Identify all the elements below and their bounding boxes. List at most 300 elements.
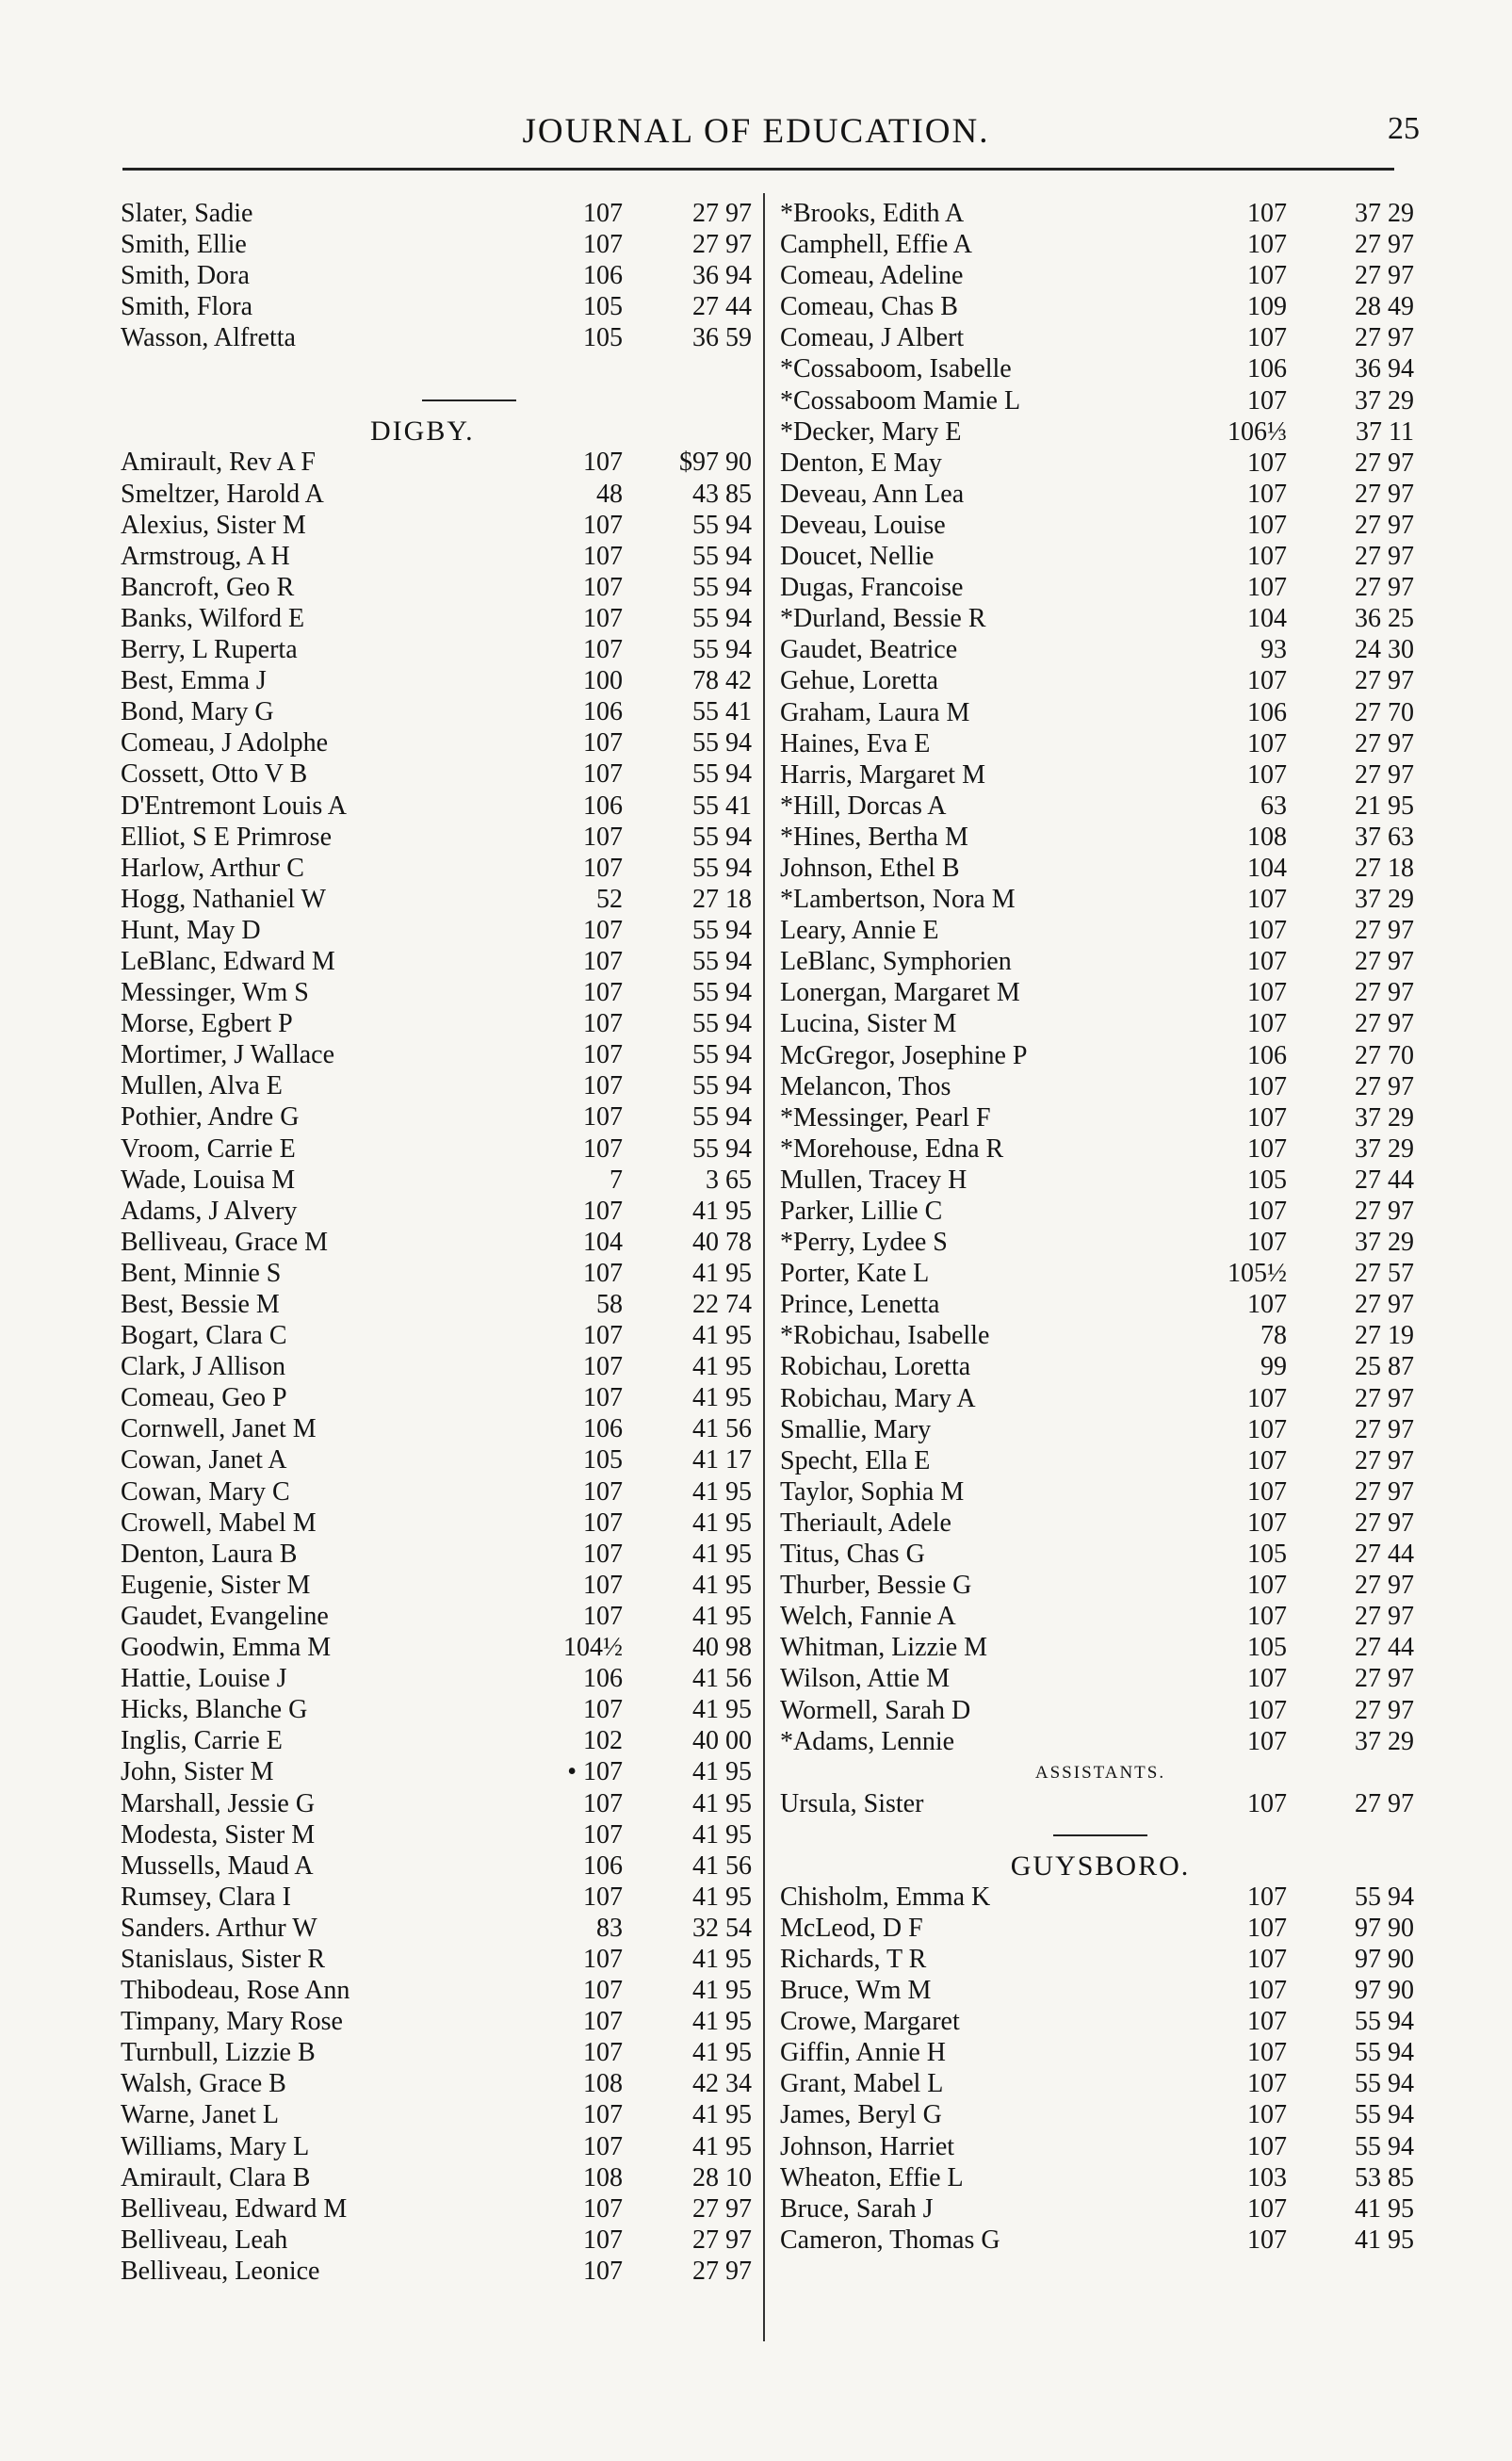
list-item (780, 1570, 1421, 1601)
list-item (780, 1726, 1421, 1757)
grade-value: 107 (583, 822, 623, 852)
teacher-name: Comeau, J Albert (780, 323, 965, 353)
amount-value: 41 95 (1355, 2193, 1414, 2224)
teacher-name: Bruce, Sarah J (780, 2193, 934, 2224)
amount-value: 55 94 (692, 635, 752, 665)
section-rule (121, 384, 752, 416)
grade-value: 107 (1247, 448, 1287, 478)
list-item (121, 1039, 752, 1070)
teacher-name: Cowan, Mary C (121, 1476, 290, 1507)
grade-value: 107 (1247, 1664, 1287, 1694)
grade-value: 107 (1247, 1944, 1287, 1974)
teacher-name: Graham, Laura M (780, 697, 970, 727)
grade-value: 108 (583, 2069, 623, 2099)
teacher-name: Wheaton, Effie L (780, 2162, 964, 2192)
list-item (121, 2006, 752, 2037)
list-item (121, 1070, 752, 1101)
list-item (780, 634, 1421, 665)
amount-value: 27 97 (1355, 1290, 1414, 1320)
teacher-name: Banks, Wilford E (121, 603, 305, 633)
amount-value: 27 97 (1355, 542, 1414, 572)
grade-value: 106 (583, 1664, 623, 1694)
teacher-name: Warne, Janet L (121, 2100, 279, 2130)
amount-value: 55 94 (1355, 2038, 1414, 2068)
grade-value: 107 (583, 1695, 623, 1725)
grade-value: 107 (583, 2100, 623, 2130)
list-item (780, 1476, 1421, 1508)
list-item (121, 198, 752, 229)
grade-value: 107 (1247, 479, 1287, 509)
teacher-name: Rumsey, Clara I (121, 1882, 291, 1912)
list-item (780, 2006, 1421, 2037)
list-item (780, 1383, 1421, 1414)
grade-value: 107 (1247, 1009, 1287, 1039)
list-item (121, 1101, 752, 1133)
grade-value: 104 (1247, 853, 1287, 883)
grade-value: 107 (583, 853, 623, 883)
digby-list (121, 447, 752, 2287)
amount-value: 27 97 (1355, 1664, 1414, 1694)
teacher-name: Melancon, Thos (780, 1071, 951, 1101)
list-item (780, 915, 1421, 946)
amount-value: 55 94 (1355, 2069, 1414, 2099)
teacher-name: McGregor, Josephine P (780, 1040, 1028, 1070)
teacher-name: Wilson, Attie M (780, 1664, 951, 1694)
list-item (780, 728, 1421, 759)
teacher-name: Taylor, Sophia M (780, 1476, 965, 1507)
grade-value: 106 (583, 790, 623, 821)
grade-value: 106 (583, 1850, 623, 1881)
teacher-name: Wasson, Alfretta (121, 323, 296, 353)
amount-value: 41 95 (692, 1976, 752, 2006)
grade-value: 107 (1247, 1228, 1287, 1258)
amount-value: 27 44 (1355, 1540, 1414, 1570)
list-item (780, 1258, 1421, 1289)
list-item (780, 1601, 1421, 1632)
teacher-name: Cornwell, Janet M (121, 1414, 317, 1444)
grade-value: 100 (583, 666, 623, 696)
teacher-name: Best, Emma J (121, 666, 267, 696)
list-item (121, 541, 752, 572)
amount-value: 36 94 (1355, 354, 1414, 384)
grade-value: 107 (1247, 230, 1287, 260)
list-item (121, 2162, 752, 2193)
grade-value: 107 (1247, 1508, 1287, 1538)
amount-value: 41 95 (692, 2131, 752, 2161)
amount-value: 55 94 (1355, 2100, 1414, 2130)
amount-value: 55 94 (1355, 2131, 1414, 2161)
amount-value: 27 97 (1355, 1414, 1414, 1444)
list-item (121, 2068, 752, 2099)
list-item (121, 2256, 752, 2287)
teacher-name: Parker, Lillie C (780, 1197, 943, 1226)
grade-value: 107 (583, 1258, 623, 1288)
teacher-name: *Cossaboom, Isabelle (780, 354, 1012, 384)
list-item (780, 322, 1421, 353)
grade-value: 107 (583, 1009, 623, 1039)
amount-value: 55 94 (692, 1009, 752, 1039)
list-item (780, 198, 1421, 229)
teacher-name: Titus, Chas G (780, 1540, 925, 1570)
list-item (780, 1133, 1421, 1165)
list-item (121, 1944, 752, 1975)
grade-value: 107 (1247, 978, 1287, 1008)
teacher-name: Smeltzer, Harold A (121, 479, 324, 509)
list-item (780, 853, 1421, 884)
list-item (121, 260, 752, 291)
list-item (121, 1351, 752, 1382)
list-item (121, 1850, 752, 1882)
amount-value: 27 44 (1355, 1165, 1414, 1195)
teacher-name: Johnson, Harriet (780, 2131, 955, 2161)
teacher-name: *Hines, Bertha M (780, 822, 968, 852)
amount-value: 27 97 (1355, 261, 1414, 291)
list-item (780, 790, 1421, 822)
teacher-name: Robichau, Loretta (780, 1352, 971, 1382)
amount-value: 27 97 (1355, 510, 1414, 540)
list-item (121, 1756, 752, 1787)
grade-value: 106 (1247, 354, 1287, 384)
list-item (780, 977, 1421, 1008)
teacher-name: Whitman, Lizzie M (780, 1633, 988, 1663)
list-item (121, 1601, 752, 1632)
grade-value: 99 (1260, 1352, 1287, 1382)
list-item (121, 447, 752, 478)
teacher-name: Mullen, Alva E (121, 1071, 283, 1101)
grade-value: 106 (583, 697, 623, 727)
amount-value: 55 41 (692, 697, 752, 727)
amount-value: 27 97 (1355, 978, 1414, 1008)
list-item (121, 634, 752, 665)
list-item (121, 696, 752, 727)
teacher-name: Cameron, Thomas G (780, 2225, 1000, 2255)
amount-value: 27 18 (1355, 853, 1414, 883)
amount-value: 24 30 (1355, 635, 1414, 665)
list-item (121, 2193, 752, 2225)
amount-value: 41 95 (692, 1258, 752, 1288)
amount-value: 41 95 (692, 1819, 752, 1850)
amount-value: 41 95 (692, 1321, 752, 1351)
amount-value: 36 94 (692, 261, 752, 291)
amount-value: 41 95 (692, 2007, 752, 2037)
grade-value: 107 (1247, 1695, 1287, 1725)
grade-value: 107 (583, 448, 623, 478)
amount-value: 27 97 (1355, 1571, 1414, 1601)
amount-value: 41 95 (692, 1788, 752, 1818)
amount-value: $97 90 (679, 448, 752, 478)
list-item (121, 946, 752, 977)
amount-value: 41 56 (692, 1664, 752, 1694)
list-item (780, 697, 1421, 728)
teacher-name: Camphell, Effie A (780, 230, 972, 260)
grade-value: 107 (583, 1601, 623, 1631)
amount-value: 55 94 (692, 728, 752, 758)
list-item (780, 291, 1421, 322)
grade-value: 83 (596, 1913, 623, 1943)
teacher-name: Gaudet, Beatrice (780, 635, 958, 665)
grade-value: 52 (596, 884, 623, 914)
grade-value: 107 (583, 230, 623, 260)
grade-value: 104 (1247, 604, 1287, 634)
teacher-name: Mortimer, J Wallace (121, 1040, 335, 1070)
list-item (121, 1008, 752, 1039)
list-item (780, 1165, 1421, 1196)
amount-value: 55 94 (692, 915, 752, 945)
list-item (780, 1040, 1421, 1071)
list-item (780, 479, 1421, 510)
grade-value: 107 (583, 541, 623, 571)
list-item (780, 1695, 1421, 1726)
teacher-name: Denton, E May (780, 448, 942, 478)
amount-value: 27 97 (692, 2256, 752, 2286)
list-item (121, 1570, 752, 1601)
teacher-name: Chisholm, Emma K (780, 1882, 991, 1912)
grade-value: 107 (583, 915, 623, 945)
teacher-name: *Decker, Mary E (780, 416, 962, 447)
grade-value: 107 (583, 1133, 623, 1164)
amount-value: 55 94 (692, 510, 752, 540)
grade-value: 107 (1247, 2069, 1287, 2099)
amount-value: 32 54 (692, 1913, 752, 1943)
amount-value: 27 97 (1355, 1383, 1414, 1413)
teacher-name: Theriault, Adele (780, 1508, 951, 1538)
list-item (780, 1663, 1421, 1694)
teacher-name: Alexius, Sister M (121, 510, 306, 540)
amount-value: 53 85 (1355, 2162, 1414, 2192)
list-item (121, 822, 752, 853)
list-item (121, 1320, 752, 1351)
list-item (121, 665, 752, 696)
teacher-name: Ursula, Sister (780, 1788, 924, 1818)
amount-value: 27 97 (692, 2225, 752, 2255)
grade-value: 107 (583, 1976, 623, 2006)
list-item (121, 977, 752, 1008)
grade-value: 105 (583, 1445, 623, 1475)
list-item (780, 353, 1421, 384)
list-item (780, 260, 1421, 291)
grade-value: 107 (1247, 573, 1287, 603)
amount-value: 37 29 (1355, 1102, 1414, 1133)
grade-value: 107 (583, 1508, 623, 1538)
amount-value: 97 90 (1355, 1913, 1414, 1943)
grade-value: 107 (583, 1788, 623, 1818)
teacher-name: Inglis, Carrie E (121, 1726, 283, 1756)
grade-value: • 107 (567, 1757, 623, 1787)
amount-value: 41 95 (692, 1383, 752, 1413)
list-item (121, 758, 752, 790)
amount-value: 78 42 (692, 666, 752, 696)
amount-value: 27 97 (1355, 1695, 1414, 1725)
teacher-name: Bond, Mary G (121, 697, 274, 727)
grade-value: 107 (583, 2131, 623, 2161)
amount-value: 37 29 (1355, 1133, 1414, 1164)
list-item (780, 1913, 1421, 1944)
grade-value: 107 (1247, 1445, 1287, 1475)
list-item (780, 1508, 1421, 1539)
journal-title: JOURNAL OF EDUCATION. (522, 112, 990, 151)
teacher-name: Comeau, Chas B (780, 292, 958, 322)
list-item (780, 2225, 1421, 2256)
list-item (121, 853, 752, 884)
teacher-name: Dugas, Francoise (780, 573, 964, 603)
amount-value: 55 94 (692, 946, 752, 976)
list-item (780, 1008, 1421, 1039)
amount-value: 41 95 (692, 1757, 752, 1787)
list-item (780, 1944, 1421, 1975)
grade-value: 107 (1247, 2038, 1287, 2068)
grade-value: 107 (1247, 1290, 1287, 1320)
list-item (121, 291, 752, 322)
grade-value: 107 (583, 2193, 623, 2224)
amount-value: 55 94 (692, 1071, 752, 1101)
grade-value: 104½ (563, 1633, 623, 1663)
amount-value: 37 29 (1355, 1228, 1414, 1258)
amount-value: 41 17 (692, 1445, 752, 1475)
amount-value: 55 94 (692, 541, 752, 571)
teacher-name: Gaudet, Evangeline (121, 1601, 329, 1631)
teacher-name: *Hill, Dorcas A (780, 790, 947, 821)
grade-value: 107 (1247, 1102, 1287, 1133)
grade-value: 107 (1247, 1476, 1287, 1507)
list-item (121, 1508, 752, 1539)
teacher-name: *Lambertson, Nora M (780, 885, 1016, 915)
grade-value: 103 (1247, 2162, 1287, 2192)
grade-value: 107 (583, 2225, 623, 2255)
grade-value: 102 (583, 1726, 623, 1756)
list-item (780, 448, 1421, 479)
assistants-list (780, 1788, 1421, 1819)
grade-value: 107 (1247, 542, 1287, 572)
grade-value: 58 (596, 1290, 623, 1319)
list-item (121, 1444, 752, 1475)
grade-value: 107 (583, 1944, 623, 1974)
list-item (121, 2037, 752, 2068)
teacher-name: Thurber, Bessie G (780, 1571, 972, 1601)
amount-value: 97 90 (1355, 1944, 1414, 1974)
grade-value: 107 (583, 1321, 623, 1351)
grade-value: 106 (583, 1414, 623, 1444)
teacher-name: Bogart, Clara C (121, 1321, 287, 1351)
amount-value: 27 97 (1355, 1071, 1414, 1101)
teacher-name: Belliveau, Leonice (121, 2256, 320, 2286)
list-item (121, 884, 752, 915)
amount-value: 27 44 (1355, 1633, 1414, 1663)
teacher-name: Mussells, Maud A (121, 1850, 314, 1881)
grade-value: 107 (583, 603, 623, 633)
amount-value: 41 95 (692, 2100, 752, 2130)
amount-value: 37 29 (1355, 885, 1414, 915)
teacher-name: Bent, Minnie S (121, 1258, 282, 1288)
list-item (121, 790, 752, 822)
list-item (121, 1882, 752, 1913)
grade-value: 107 (1247, 666, 1287, 696)
teacher-name: Smallie, Mary (780, 1414, 932, 1444)
amount-value: 27 70 (1355, 697, 1414, 727)
teacher-name: Mullen, Tracey H (780, 1165, 967, 1195)
list-item (780, 1788, 1421, 1819)
teacher-name: Belliveau, Grace M (121, 1227, 329, 1257)
grade-value: 107 (583, 1476, 623, 1507)
teacher-name: Turnbull, Lizzie B (121, 2038, 316, 2068)
amount-value: 27 97 (1355, 916, 1414, 946)
grade-value: 107 (583, 1570, 623, 1600)
guysboro-heading: GUYSBORO. (1010, 1850, 1191, 1882)
teacher-name: Elliot, S E Primrose (121, 822, 332, 852)
teacher-name: Amirault, Rev A F (121, 448, 316, 478)
list-item (121, 1725, 752, 1756)
grade-value: 105½ (1227, 1259, 1287, 1289)
amount-value: 36 25 (1355, 604, 1414, 634)
amount-value: 27 97 (1355, 1508, 1414, 1538)
grade-value: 107 (1247, 199, 1287, 228)
amount-value: 41 95 (692, 1944, 752, 1974)
teacher-name: Harlow, Arthur C (121, 853, 304, 883)
teacher-name: Comeau, Adeline (780, 261, 964, 291)
list-item (121, 1975, 752, 2006)
teacher-name: Eugenie, Sister M (121, 1570, 311, 1600)
page-number: 25 (1388, 111, 1420, 146)
assistants-heading: ASSISTANTS. (1034, 1762, 1166, 1783)
grade-value: 107 (1247, 947, 1287, 977)
teacher-name: Pothier, Andre G (121, 1102, 300, 1133)
list-item (121, 2225, 752, 2256)
grade-value: 107 (1247, 728, 1287, 758)
list-item (121, 727, 752, 758)
grade-value: 107 (1247, 2131, 1287, 2161)
teacher-name: Prince, Lenetta (780, 1290, 940, 1320)
amount-value: 97 90 (1355, 1976, 1414, 2006)
page-header (0, 111, 1512, 158)
teacher-name: LeBlanc, Symphorien (780, 947, 1012, 977)
grade-value: 107 (1247, 1197, 1287, 1226)
grade-value: 109 (1247, 292, 1287, 322)
teacher-name: Harris, Margaret M (780, 759, 985, 790)
list-item (121, 1165, 752, 1196)
teacher-name: Specht, Ella E (780, 1445, 931, 1475)
amount-value: 41 95 (692, 1882, 752, 1912)
grade-value: 107 (1247, 1571, 1287, 1601)
grade-value: 107 (583, 1352, 623, 1382)
grade-value: 108 (583, 2162, 623, 2192)
amount-value: 55 41 (692, 790, 752, 821)
teacher-name: Goodwin, Emma M (121, 1633, 332, 1663)
teacher-name: Comeau, Geo P (121, 1383, 287, 1413)
teacher-name: Lucina, Sister M (780, 1009, 957, 1039)
list-item (780, 1539, 1421, 1570)
list-item (780, 2162, 1421, 2193)
teacher-name: Giffin, Annie H (780, 2038, 947, 2068)
amount-value: 41 95 (692, 1476, 752, 1507)
amount-value: 27 97 (1355, 759, 1414, 790)
teacher-name: Crowell, Mabel M (121, 1508, 317, 1538)
grade-value: 107 (583, 1040, 623, 1070)
grade-value: 107 (1247, 323, 1287, 353)
amount-value: 36 59 (692, 323, 752, 353)
column-divider (763, 193, 765, 2341)
list-item (780, 2037, 1421, 2068)
grade-value: 107 (1247, 2193, 1287, 2224)
grade-value: 107 (1247, 885, 1287, 915)
grade-value: 107 (583, 1071, 623, 1101)
left-column (121, 198, 752, 2287)
amount-value: 55 94 (692, 759, 752, 790)
spacer (121, 353, 752, 384)
teacher-name: Denton, Laura B (121, 1539, 298, 1569)
amount-value: 27 97 (1355, 323, 1414, 353)
grade-value: 107 (583, 2007, 623, 2037)
amount-value: 27 57 (1355, 1259, 1414, 1289)
teacher-name: Johnson, Ethel B (780, 853, 960, 883)
